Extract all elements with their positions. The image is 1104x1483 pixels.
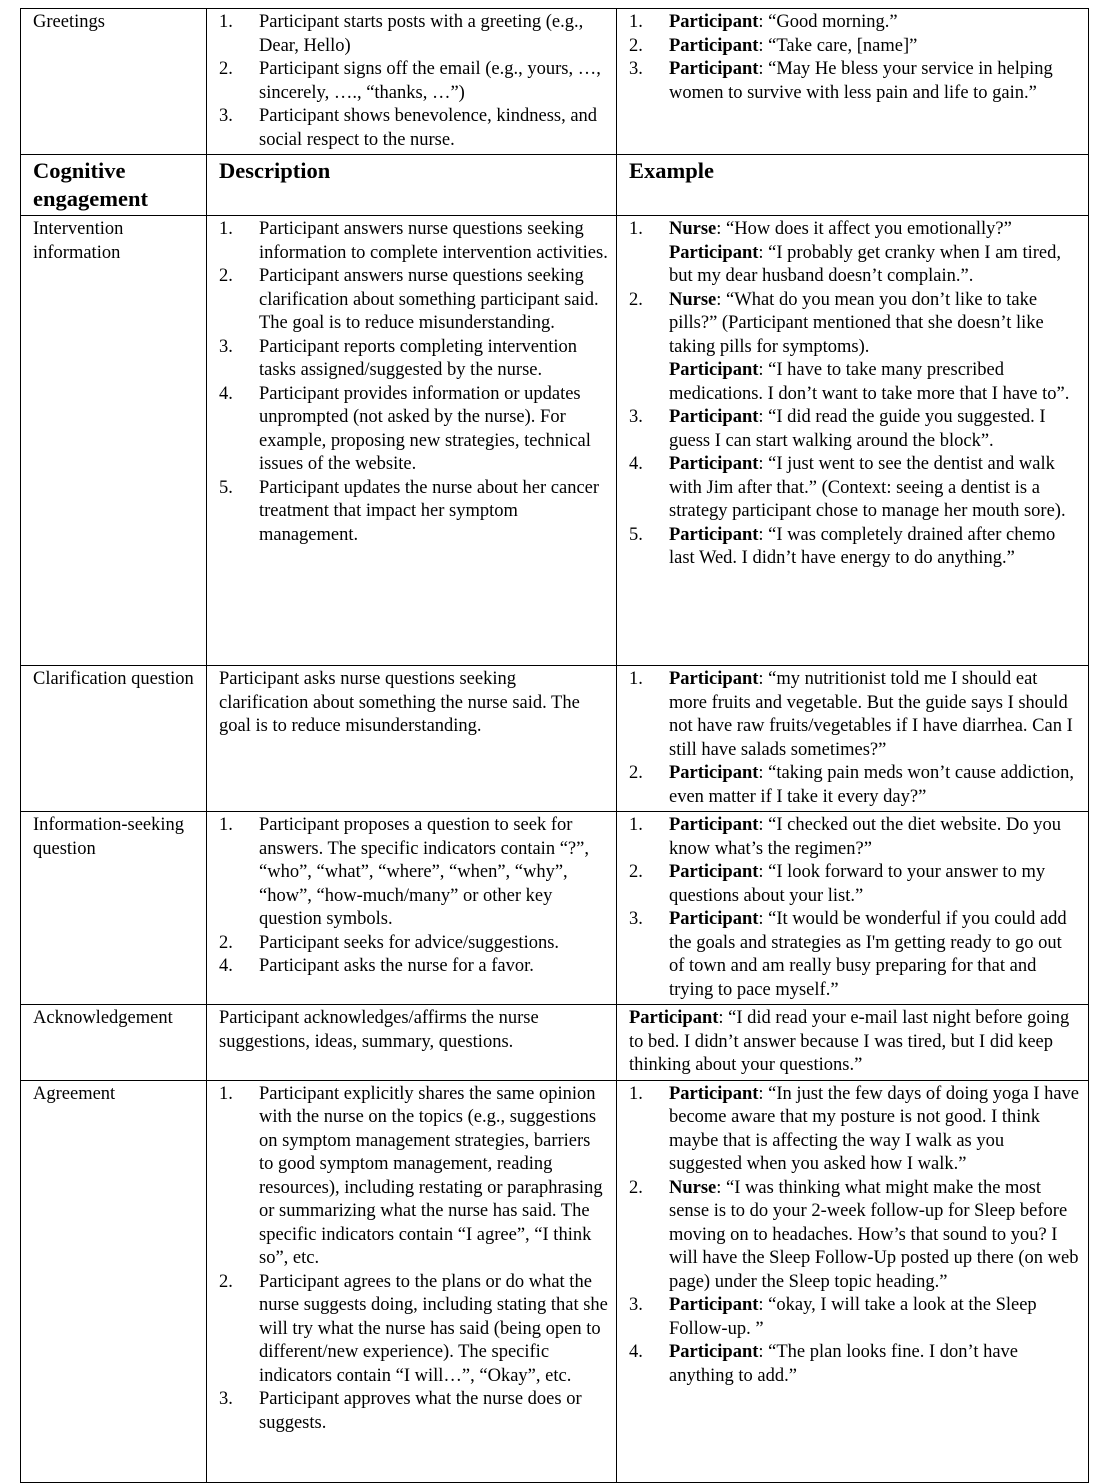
category-cell: Greetings <box>21 9 207 155</box>
list-number: 3. <box>219 336 233 357</box>
category-cell: Clarification question <box>21 666 207 812</box>
list-item <box>629 1294 1080 1341</box>
quote-text: : “I probably get cranky when I am tired, but my dear husband doesn’t complain.”. <box>669 242 1061 286</box>
speaker-label: Participant <box>669 669 759 689</box>
list-item <box>629 58 1080 105</box>
list-item <box>629 762 1080 809</box>
example-quote <box>669 668 1080 762</box>
list-number: 3. <box>629 1295 643 1315</box>
list-number: 2. <box>219 932 233 953</box>
table-header-row <box>21 155 1089 216</box>
speaker-label: Participant <box>669 862 759 882</box>
quote-text: : “It would be wonderful if you could add the goals and strategies as I'm getting ready to go out of town and am really busy preparing for that and trying to pace myself.” <box>669 909 1067 1000</box>
quote-text: : “May He bless your service in helping women to survive with less pain and life to gain.” <box>669 59 1053 103</box>
example-quote <box>669 11 1080 35</box>
example-quote <box>669 762 1080 809</box>
table-row <box>21 9 1089 155</box>
example-quote <box>669 908 1080 1002</box>
list-number: 3. <box>629 909 643 929</box>
example-quote <box>669 35 1080 59</box>
quote-text: : “How does it affect you emotionally?” <box>716 219 1012 239</box>
description-text: Participant provides information or updates unprompted (not asked by the nurse). For example, proposing new strategies, technical issues of the website. <box>259 383 591 474</box>
description-text: Participant proposes a question to seek for answers. The specific indicators contain “?”, “who”, “what”, “where”, “when”, “why”, “how”, “how-much/many” or other key question symbols. <box>259 815 589 929</box>
document-page <box>20 8 1088 1483</box>
speaker-label: Participant <box>669 454 759 474</box>
list-item <box>629 814 1080 861</box>
table-row <box>21 216 1089 666</box>
quote-text: : “Good morning.” <box>758 12 898 32</box>
list-item <box>629 218 1080 289</box>
example-cell <box>617 812 1089 1005</box>
speaker-label: Participant <box>669 360 759 380</box>
description-text: Participant reports completing intervention tasks assigned/suggested by the nurse. <box>259 336 578 380</box>
list-number: 2. <box>219 59 233 79</box>
list-item <box>629 1083 1080 1177</box>
speaker-label: Participant <box>669 1083 759 1104</box>
list-item <box>629 406 1080 453</box>
list-item <box>219 1271 608 1389</box>
quote-text: : “I was thinking what might make the most sense is to do your 2-week follow-up for Sleep before moving on to headaches. How’s that sound to you? I will have the Sleep Follow-Up posted up there (on web page) under the Sleep topic heading.” <box>669 1177 1079 1292</box>
list-number: 1. <box>629 815 643 835</box>
example-quote <box>669 218 1080 242</box>
speaker-label: Participant <box>669 407 759 427</box>
example-quote <box>669 406 1080 453</box>
speaker-label: Participant <box>669 59 759 79</box>
list-item <box>629 668 1080 762</box>
example-quote <box>669 242 1080 289</box>
example-quote <box>669 1177 1080 1295</box>
list-item <box>219 932 608 956</box>
example-list <box>629 668 1080 809</box>
quote-text: : “taking pain meds won’t cause addiction, even matter if I take it every day?” <box>669 763 1075 807</box>
description-text: Participant answers nurse questions seeking clarification about something participant said. The goal is to reduce misunderstanding. <box>259 266 599 333</box>
list-number: 1. <box>219 815 233 835</box>
example-list <box>629 218 1080 571</box>
quote-text: : “I did read the guide you suggested. I guess I can start walking around the block”. <box>669 407 1046 451</box>
speaker-label: Participant <box>629 1008 719 1028</box>
list-item <box>629 861 1080 908</box>
quote-text: : “my nutritionist told me I should eat more fruits and vegetable. But the guide says I should not have raw fruits/vegetables if I have diarrhea. Can I still have salads sometimes?” <box>669 669 1073 760</box>
list-number: 3. <box>219 106 233 126</box>
example-list <box>629 1083 1080 1389</box>
quote-text: : “What do you mean you don’t like to take pills?” (Participant mentioned that she doesn’t like taking pills for symptoms). <box>669 289 1044 357</box>
example-list <box>629 814 1080 1002</box>
list-number: 1. <box>219 219 233 239</box>
example-cell <box>617 1005 1089 1081</box>
description-cell <box>207 9 617 155</box>
list-number: 1. <box>629 669 643 689</box>
header-description-cell: Description <box>207 155 617 216</box>
speaker-label: Nurse <box>669 219 717 239</box>
example-quote <box>669 524 1080 571</box>
list-number: 1. <box>629 1083 643 1104</box>
example-quote <box>669 1341 1080 1388</box>
list-item <box>219 383 608 477</box>
list-number: 4. <box>219 956 233 976</box>
description-list <box>219 218 608 547</box>
description-list <box>219 1083 608 1436</box>
description-text: Participant updates the nurse about her cancer treatment that impact her symptom management. <box>259 477 600 545</box>
list-number: 2. <box>629 1177 643 1198</box>
example-quote <box>669 453 1080 524</box>
quote-text: : “In just the few days of doing yoga I have become aware that my posture is not good. I think maybe that is affecting the way I walk as you suggested when you asked how I walk.” <box>669 1083 1079 1174</box>
header-category-cell: Cognitive engagement <box>21 155 207 216</box>
speaker-label: Participant <box>669 524 759 545</box>
list-number: 2. <box>629 862 643 882</box>
list-number: 4. <box>629 454 643 474</box>
list-number: 2. <box>629 289 643 310</box>
table-row <box>21 812 1089 1005</box>
description-text: Participant approves what the nurse does or suggests. <box>259 1389 582 1433</box>
category-cell: Information-seeking question <box>21 812 207 1005</box>
list-item <box>629 1177 1080 1295</box>
list-item <box>629 35 1080 59</box>
description-list <box>219 814 608 979</box>
list-number: 2. <box>219 266 233 286</box>
description-cell <box>207 1080 617 1482</box>
example-text <box>629 1007 1080 1078</box>
list-number: 5. <box>219 477 233 498</box>
example-cell <box>617 216 1089 666</box>
list-item <box>219 265 608 336</box>
list-number: 2. <box>629 35 643 56</box>
speaker-label: Participant <box>669 242 759 263</box>
speaker-label: Nurse <box>669 289 717 310</box>
list-item <box>219 105 608 152</box>
example-cell <box>617 9 1089 155</box>
table-row <box>21 666 1089 812</box>
list-item <box>629 289 1080 407</box>
quote-text: : “The plan looks fine. I don’t have anything to add.” <box>669 1342 1019 1386</box>
quote-text: : “okay, I will take a look at the Sleep Follow-up. ” <box>669 1295 1037 1339</box>
example-cell <box>617 666 1089 812</box>
description-cell <box>207 812 617 1005</box>
list-number: 4. <box>629 1342 643 1362</box>
example-quote <box>669 814 1080 861</box>
description-text: Participant asks nurse questions seeking clarification about something the nurse said. The goal is to reduce misunderstanding. <box>219 669 580 736</box>
example-cell <box>617 1080 1089 1482</box>
example-quote <box>669 1083 1080 1177</box>
description-cell <box>207 216 617 666</box>
description-text: Participant agrees to the plans or do what the nurse suggests doing, including stating that she will try what the nurse has said (being open to different/new experience). The specific indicators contain “I will…”, “Okay”, etc. <box>259 1271 608 1386</box>
list-number: 4. <box>219 383 233 404</box>
table-body <box>21 9 1089 1483</box>
speaker-label: Participant <box>669 815 759 835</box>
category-cell: Acknowledgement <box>21 1005 207 1081</box>
description-list <box>219 11 608 152</box>
list-number: 3. <box>629 59 643 79</box>
category-cell: Intervention information <box>21 216 207 666</box>
list-item <box>219 477 608 548</box>
description-text: Participant asks the nurse for a favor. <box>259 956 534 976</box>
description-cell <box>207 1005 617 1081</box>
list-item <box>219 1083 608 1271</box>
list-number: 2. <box>629 763 643 783</box>
list-item <box>219 58 608 105</box>
list-number: 2. <box>219 1271 233 1292</box>
quote-text: : “I have to take many prescribed medications. I don’t want to take more that I have to”. <box>669 360 1070 404</box>
list-item <box>219 814 608 932</box>
list-item <box>219 218 608 265</box>
list-number: 3. <box>629 407 643 427</box>
speaker-label: Participant <box>669 763 759 783</box>
description-text: Participant acknowledges/affirms the nurse suggestions, ideas, summary, questions. <box>219 1008 539 1052</box>
description-text: Participant signs off the email (e.g., yours, …, sincerely, …., “thanks, …”) <box>259 59 601 103</box>
quote-text: : “I checked out the diet website. Do you know what’s the regimen?” <box>669 815 1061 859</box>
description-text: Participant answers nurse questions seeking information to complete intervention activities. <box>259 219 608 263</box>
description-text: Participant shows benevolence, kindness, and social respect to the nurse. <box>259 106 598 150</box>
quote-text: : “I did read your e-mail last night before going to bed. I didn’t answer because I was tired, but I did keep thinking about your questions.” <box>629 1008 1070 1075</box>
speaker-label: Participant <box>669 35 759 56</box>
list-number: 1. <box>219 12 233 32</box>
table-row <box>21 1005 1089 1081</box>
list-item <box>629 1341 1080 1388</box>
example-quote <box>669 359 1080 406</box>
quote-text: : “I just went to see the dentist and walk with Jim after that.” (Context: seeing a dentist is a strategy participant chose to manage her mouth sore). <box>669 454 1066 521</box>
example-list <box>629 11 1080 105</box>
quote-text: : “I was completely drained after chemo last Wed. I didn’t have energy to do anything.” <box>669 524 1056 568</box>
speaker-label: Participant <box>669 1342 759 1362</box>
list-number: 1. <box>629 12 643 32</box>
example-quote <box>669 289 1080 360</box>
engagement-coding-table <box>20 8 1089 1483</box>
example-quote <box>669 58 1080 105</box>
speaker-label: Participant <box>669 909 759 929</box>
list-item <box>219 1388 608 1435</box>
speaker-label: Nurse <box>669 1177 717 1198</box>
speaker-label: Participant <box>669 1295 759 1315</box>
list-item <box>219 336 608 383</box>
quote-text: : “I look forward to your answer to my questions about your list.” <box>669 862 1046 906</box>
list-number: 3. <box>219 1389 233 1409</box>
description-text: Participant starts posts with a greeting (e.g., Dear, Hello) <box>259 12 584 56</box>
list-item <box>219 955 608 979</box>
list-number: 1. <box>219 1083 233 1104</box>
list-item <box>629 11 1080 35</box>
header-example-cell: Example <box>617 155 1089 216</box>
list-item <box>219 11 608 58</box>
list-number: 1. <box>629 219 643 239</box>
list-item <box>629 524 1080 571</box>
example-quote <box>669 861 1080 908</box>
list-item <box>629 908 1080 1002</box>
description-text: Participant explicitly shares the same opinion with the nurse on the topics (e.g., suggestions on symptom management strategies, barriers to good symptom management, reading resources), including restating or paraphrasing or summarizing what the nurse has said. The specific indicators contain “I agree”, “I think so”, etc. <box>259 1083 603 1268</box>
category-cell: Agreement <box>21 1080 207 1482</box>
description-cell <box>207 666 617 812</box>
list-number: 5. <box>629 524 643 545</box>
quote-text: : “Take care, [name]” <box>758 35 918 56</box>
table-row <box>21 1080 1089 1482</box>
description-text: Participant seeks for advice/suggestions. <box>259 932 560 953</box>
list-item <box>629 453 1080 524</box>
example-quote <box>669 1294 1080 1341</box>
speaker-label: Participant <box>669 12 759 32</box>
